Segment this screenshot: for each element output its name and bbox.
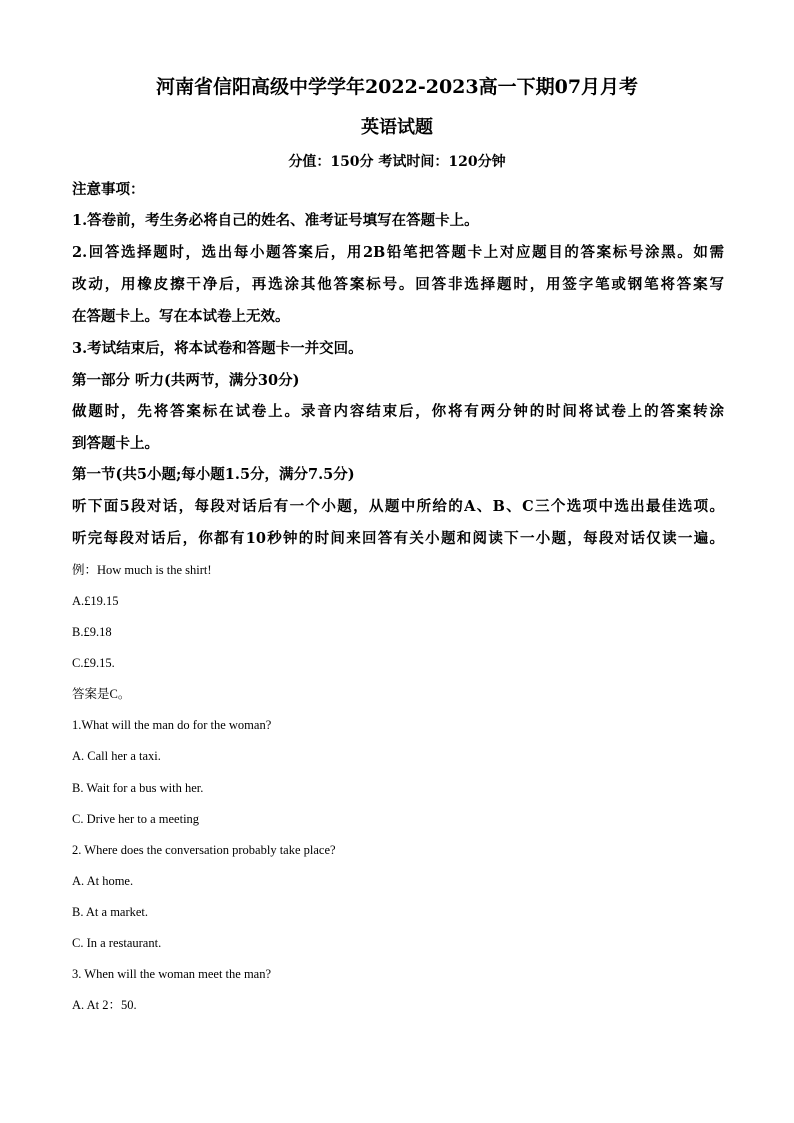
example-question: 例：How much is the shirt!: [72, 563, 212, 577]
question-stem: 3. When will the woman meet the man?: [72, 967, 272, 981]
question-option: A. At 2：50.: [72, 998, 137, 1012]
exam-subject: 英语试题: [361, 117, 433, 138]
question-option: B. At a market.: [72, 905, 149, 919]
part1-heading: 第一部分 听力(共两节，满分30分): [72, 372, 300, 389]
section1-heading: 第一节(共5小题;每小题1.5分，满分7.5分): [72, 466, 355, 483]
section1-instruction-line-1: 听下面5段对话，每段对话后有一个小题，从题中所给的A、B、C三个选项中选出最佳选项。: [72, 498, 724, 515]
notice-item-2-line-2: 改动，用橡皮擦干净后，再选涂其他答案标号。回答非选择题时，用签字笔或钢笔将答案写: [72, 276, 724, 293]
part1-instruction-line-2: 到答题卡上。: [72, 435, 159, 452]
example-option-c: C.£9.15.: [72, 656, 115, 670]
notice-item-2-line-3: 在答题卡上。写在本试卷上无效。: [72, 308, 290, 325]
example-answer: 答案是C。: [72, 687, 131, 701]
question-stem: 1.What will the man do for the woman?: [72, 718, 272, 732]
part1-instruction-line-1: 做题时，先将答案标在试卷上。录音内容结束后，你将有两分钟的时间将试卷上的答案转涂: [72, 403, 724, 420]
example-option-b: B.£9.18: [72, 625, 112, 639]
question-option: B. Wait for a bus with her.: [72, 781, 204, 795]
example-option-a: A.£19.15: [72, 594, 119, 608]
notice-heading: 注意事项：: [72, 181, 145, 198]
notice-item-3: 3.考试结束后，将本试卷和答题卡一并交回。: [72, 340, 363, 357]
exam-title: 河南省信阳高级中学学年2022-2023高一下期07月月考: [155, 76, 639, 98]
exam-meta: 分值：150分 考试时间：120分钟: [288, 154, 506, 170]
notice-item-2-line-1: 2.回答选择题时，选出每小题答案后，用2B铅笔把答题卡上对应题目的答案标号涂黑。如需: [72, 244, 724, 261]
question-option: C. Drive her to a meeting: [72, 812, 200, 826]
section1-instruction-line-2: 听完每段对话后，你都有10秒钟的时间来回答有关小题和阅读下一小题，每段对话仅读一遍。: [72, 530, 724, 547]
question-stem: 2. Where does the conversation probably take place?: [72, 843, 336, 857]
question-option: C. In a restaurant.: [72, 936, 162, 950]
notice-item-1: 1.答卷前，考生务必将自己的姓名、准考证号填写在答题卡上。: [72, 212, 479, 229]
question-option: A. Call her a taxi.: [72, 749, 161, 763]
question-option: A. At home.: [72, 874, 134, 888]
